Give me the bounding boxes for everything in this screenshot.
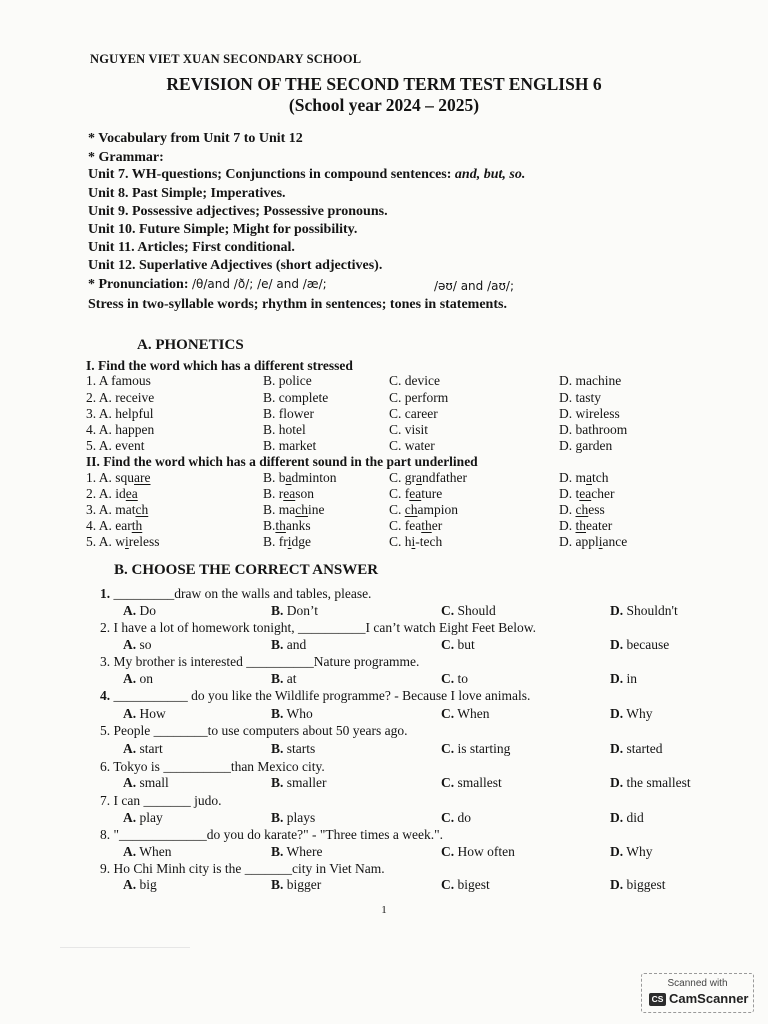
- question-text: [100, 723, 407, 739]
- option-letter: A.: [123, 775, 137, 790]
- option-text: smallest: [454, 775, 502, 790]
- question-body: 3. My brother is interested __________Nature programme.: [100, 654, 420, 669]
- option-prefix: C. f: [389, 486, 410, 501]
- option-prefix: 4. A. ear: [86, 518, 132, 533]
- question-body: _________draw on the walls and tables, please.: [110, 586, 372, 601]
- question-body: 9. Ho Chi Minh city is the _______city in Viet Nam.: [100, 861, 385, 876]
- answer-option: [441, 603, 496, 619]
- divider: [60, 947, 190, 948]
- option-text: so: [136, 637, 152, 652]
- option-text: start: [136, 741, 163, 756]
- answer-option: [610, 877, 666, 893]
- answer-option: [271, 603, 318, 619]
- option-letter: B.: [271, 877, 284, 892]
- answer-option: [123, 844, 172, 860]
- option-letter: A.: [123, 810, 137, 825]
- syllabus-grammar: * Grammar:: [88, 150, 164, 165]
- option-letter: B.: [271, 810, 284, 825]
- part2-option: [86, 502, 148, 518]
- option-suffix: cher: [591, 486, 615, 501]
- option-letter: A.: [123, 877, 137, 892]
- option-letter: B.: [271, 671, 284, 686]
- option-letter: D.: [610, 741, 624, 756]
- syllabus-pronunciation: [88, 277, 327, 293]
- option-text: Shouldn't: [623, 603, 678, 618]
- part2-option: [263, 518, 311, 534]
- question-body: 8. "_____________do you do karate?" - "Three times a week.".: [100, 827, 443, 842]
- answer-option: [123, 775, 169, 791]
- option-text: Why: [623, 706, 653, 721]
- scanned-with-label: Scanned with: [667, 978, 728, 989]
- answer-option: [441, 810, 471, 826]
- underlined-part: a: [416, 470, 422, 485]
- school-name: NGUYEN VIET XUAN SECONDARY SCHOOL: [90, 52, 362, 66]
- option-letter: B.: [271, 844, 284, 859]
- underlined-part: i: [598, 534, 603, 549]
- part1-row: [0, 422, 768, 438]
- option-letter: C.: [441, 810, 455, 825]
- option-letter: D.: [610, 775, 624, 790]
- part1-option: 4. A. happen: [86, 422, 155, 437]
- answer-option: [610, 810, 644, 826]
- part1-option: D. machine: [559, 373, 622, 388]
- answer-option: [271, 637, 306, 653]
- answer-option: [123, 877, 157, 893]
- option-text: do: [454, 810, 471, 825]
- option-letter: C.: [441, 877, 455, 892]
- part1-row: [0, 390, 768, 406]
- question-text: [100, 688, 530, 704]
- underlined-part: th: [131, 518, 143, 533]
- option-suffix: dge: [291, 534, 312, 549]
- underlined-part: ch: [295, 502, 308, 517]
- part2-row: [0, 518, 768, 534]
- section-b-title: B. CHOOSE THE CORRECT ANSWER: [114, 562, 379, 578]
- question-number: 1.: [100, 586, 111, 601]
- option-letter: A.: [123, 671, 137, 686]
- pronunciation-sounds: /θ/and /ð/; /e/ and /æ/;: [191, 277, 327, 291]
- question-body: ___________ do you like the Wildlife programme? - Because I love animals.: [110, 688, 531, 703]
- part1-option: C. water: [389, 438, 435, 453]
- option-prefix: B.: [263, 518, 276, 533]
- underlined-part: i: [125, 534, 129, 549]
- part1-option: D. garden: [559, 438, 613, 453]
- question-body: 6. Tokyo is __________than Mexico city.: [100, 759, 325, 774]
- part1-option: D. bathroom: [559, 422, 628, 437]
- option-text: bigger: [283, 877, 322, 892]
- option-text: Why: [623, 844, 653, 859]
- question-number: 4.: [100, 688, 111, 703]
- option-text: play: [136, 810, 163, 825]
- answer-option: [123, 810, 163, 826]
- part1-option: C. visit: [389, 422, 429, 437]
- option-prefix: B. ma: [263, 502, 296, 517]
- section-a-title: A. PHONETICS: [137, 337, 244, 353]
- option-text: Do: [136, 603, 156, 618]
- underlined-part: th: [275, 518, 286, 533]
- document-title: REVISION OF THE SECOND TERM TEST ENGLISH 6: [166, 74, 602, 94]
- option-suffix: anks: [285, 518, 311, 533]
- part1-option: B. hotel: [263, 422, 306, 437]
- option-text: the smallest: [623, 775, 691, 790]
- part1-option: D. wireless: [559, 406, 620, 421]
- answer-option: [271, 671, 297, 687]
- underlined-part: i: [411, 534, 416, 549]
- option-text: starts: [283, 741, 316, 756]
- option-prefix: C. fea: [389, 518, 422, 533]
- option-prefix: D. t: [559, 486, 580, 501]
- option-suffix: son: [295, 486, 314, 501]
- part1-option: 1. A famous: [86, 373, 151, 388]
- option-text: to: [454, 671, 469, 686]
- part1-option: C. device: [389, 373, 440, 388]
- part1-option: C. perform: [389, 390, 449, 405]
- answer-option: [610, 637, 669, 653]
- option-text: did: [623, 810, 644, 825]
- pronunciation-sounds-2: /əʊ/ and /aʊ/;: [434, 279, 514, 293]
- answer-option: [271, 810, 315, 826]
- option-letter: D.: [610, 844, 624, 859]
- option-text: When: [454, 706, 490, 721]
- option-prefix: 2. A. id: [86, 486, 126, 501]
- underlined-part: ea: [409, 486, 422, 501]
- option-letter: D.: [610, 603, 624, 618]
- part1-row: [0, 373, 768, 389]
- underlined-part: th: [421, 518, 432, 533]
- part2-option: [263, 534, 311, 550]
- option-suffix: ine: [308, 502, 325, 517]
- unit7-conjunctions: and, but, so.: [454, 167, 526, 182]
- option-suffix: tch: [592, 470, 609, 485]
- part2-option: [86, 470, 151, 486]
- part2-option: [389, 502, 458, 518]
- underlined-part: ea: [579, 486, 592, 501]
- part2-option: [559, 534, 627, 550]
- answer-option: [610, 775, 691, 791]
- syllabus-unit11: Unit 11. Articles; First conditional.: [88, 240, 295, 255]
- option-suffix: -tech: [415, 534, 443, 549]
- part1-option: B. flower: [263, 406, 314, 421]
- syllabus-vocabulary: * Vocabulary from Unit 7 to Unit 12: [88, 131, 303, 146]
- part2-option: [263, 502, 325, 518]
- answer-option: [123, 637, 152, 653]
- underlined-part: i: [287, 534, 292, 549]
- syllabus-stress: Stress in two-syllable words; rhythm in sentences; tones in statements.: [88, 297, 507, 312]
- option-prefix: D.: [559, 518, 576, 533]
- question-text: [100, 586, 371, 602]
- option-text: How: [136, 706, 166, 721]
- option-letter: B.: [271, 706, 284, 721]
- option-prefix: C. h: [389, 534, 412, 549]
- answer-option: [271, 706, 313, 722]
- option-text: smaller: [283, 775, 327, 790]
- unit7-text: Unit 7. WH-questions; Conjunctions in compound sentences:: [88, 167, 452, 182]
- part1-option: 5. A. event: [86, 438, 145, 453]
- option-letter: B.: [271, 741, 284, 756]
- option-text: biggest: [623, 877, 666, 892]
- option-text: but: [454, 637, 475, 652]
- camscanner-logo-icon: CS: [649, 993, 666, 1006]
- option-letter: A.: [123, 637, 137, 652]
- option-text: Should: [454, 603, 496, 618]
- answer-option: [441, 775, 502, 791]
- answer-option: [610, 706, 653, 722]
- answer-option: [610, 671, 637, 687]
- option-prefix: 5. A. w: [86, 534, 126, 549]
- part1-option: D. tasty: [559, 390, 601, 405]
- option-letter: A.: [123, 706, 137, 721]
- underlined-part: a: [285, 470, 292, 485]
- part1-title: I. Find the word which has a different stressed: [86, 358, 353, 373]
- option-letter: D.: [610, 877, 624, 892]
- school-year: (School year 2024 – 2025): [288, 95, 480, 115]
- question-text: [100, 793, 221, 809]
- part2-option: [263, 470, 337, 486]
- part2-row: [0, 486, 768, 502]
- option-prefix: B. fr: [263, 534, 288, 549]
- part2-row: [0, 470, 768, 486]
- camscanner-watermark: [641, 973, 754, 1013]
- option-prefix: D. appl: [559, 534, 599, 549]
- syllabus-unit12: Unit 12. Superlative Adjectives (short adjectives).: [88, 258, 383, 273]
- option-prefix: B. b: [263, 470, 286, 485]
- option-letter: D.: [610, 671, 624, 686]
- pronunciation-label: * Pronunciation:: [88, 277, 189, 292]
- option-text: When: [136, 844, 172, 859]
- option-prefix: 3. A. mat: [86, 502, 136, 517]
- option-suffix: ampion: [417, 502, 459, 517]
- option-prefix: D. m: [559, 470, 586, 485]
- syllabus-unit9: Unit 9. Possessive adjectives; Possessive pronouns.: [88, 204, 388, 219]
- part2-row: [0, 534, 768, 550]
- option-suffix: er: [431, 518, 443, 533]
- answer-option: [271, 844, 323, 860]
- syllabus-unit10: Unit 10. Future Simple; Might for possibility.: [88, 222, 358, 237]
- answer-option: [123, 741, 163, 757]
- option-prefix: D.: [559, 502, 576, 517]
- answer-option: [441, 706, 490, 722]
- camscanner-name: CamScanner: [669, 991, 749, 1006]
- option-text: plays: [283, 810, 316, 825]
- underlined-part: are: [134, 470, 151, 485]
- answer-option: [441, 741, 510, 757]
- option-prefix: 1. A. squ: [86, 470, 135, 485]
- part2-title: II. Find the word which has a different sound in the part underlined: [86, 454, 478, 469]
- underlined-part: ea: [125, 486, 138, 501]
- option-suffix: dminton: [291, 470, 337, 485]
- question-body: 2. I have a lot of homework tonight, __________I can’t watch Eight Feet Below.: [100, 620, 537, 635]
- part2-option: [559, 486, 614, 502]
- option-letter: A.: [123, 844, 137, 859]
- option-letter: C.: [441, 706, 455, 721]
- option-letter: C.: [441, 775, 455, 790]
- option-text: How often: [454, 844, 515, 859]
- answer-option: [271, 741, 315, 757]
- option-suffix: ndfather: [422, 470, 467, 485]
- option-text: is starting: [454, 741, 511, 756]
- option-letter: B.: [271, 637, 284, 652]
- option-letter: A.: [123, 603, 137, 618]
- part1-option: B. complete: [263, 390, 329, 405]
- part2-option: [559, 470, 609, 486]
- question-body: 7. I can _______ judo.: [100, 793, 222, 808]
- option-suffix: ess: [588, 502, 605, 517]
- part1-option: B. police: [263, 373, 312, 388]
- part1-row: [0, 438, 768, 454]
- question-text: [100, 654, 419, 670]
- answer-option: [441, 844, 515, 860]
- answer-option: [441, 877, 490, 893]
- answer-option: [123, 671, 153, 687]
- answer-option: [441, 637, 475, 653]
- option-text: Who: [283, 706, 313, 721]
- answer-option: [610, 603, 678, 619]
- part2-option: [263, 486, 314, 502]
- option-letter: C.: [441, 844, 455, 859]
- option-letter: D.: [610, 810, 624, 825]
- option-text: Don’t: [283, 603, 319, 618]
- option-letter: B.: [271, 603, 284, 618]
- underlined-part: ea: [283, 486, 296, 501]
- option-letter: C.: [441, 603, 455, 618]
- question-text: [100, 620, 536, 636]
- option-prefix: B. r: [263, 486, 284, 501]
- answer-option: [441, 671, 468, 687]
- option-prefix: C.: [389, 502, 405, 517]
- part2-option: [86, 534, 160, 550]
- option-letter: D.: [610, 706, 624, 721]
- part1-option: B. market: [263, 438, 317, 453]
- part2-option: [86, 486, 138, 502]
- answer-option: [123, 706, 166, 722]
- syllabus-unit7: [88, 167, 525, 183]
- syllabus-unit8: Unit 8. Past Simple; Imperatives.: [88, 186, 286, 201]
- part2-option: [389, 534, 442, 550]
- option-letter: D.: [610, 637, 624, 652]
- part1-option: C. career: [389, 406, 438, 421]
- underlined-part: ch: [575, 502, 589, 517]
- option-text: Where: [283, 844, 323, 859]
- option-text: because: [623, 637, 670, 652]
- page-number: 1: [381, 904, 387, 916]
- question-text: [100, 759, 325, 775]
- option-text: in: [623, 671, 638, 686]
- option-letter: C.: [441, 671, 455, 686]
- part1-option: 2. A. receive: [86, 390, 155, 405]
- answer-option: [271, 877, 321, 893]
- answer-option: [271, 775, 327, 791]
- answer-option: [610, 844, 653, 860]
- option-suffix: reless: [128, 534, 160, 549]
- option-suffix: eater: [586, 518, 613, 533]
- part2-option: [559, 518, 612, 534]
- part2-option: [389, 470, 467, 486]
- option-letter: C.: [441, 741, 455, 756]
- option-letter: A.: [123, 741, 137, 756]
- part2-option: [389, 486, 442, 502]
- option-text: small: [136, 775, 169, 790]
- answer-option: [123, 603, 156, 619]
- question-text: [100, 827, 443, 843]
- option-text: on: [136, 671, 153, 686]
- underlined-part: th: [575, 518, 587, 533]
- part1-row: [0, 406, 768, 422]
- option-text: and: [283, 637, 307, 652]
- option-letter: C.: [441, 637, 455, 652]
- part2-option: [389, 518, 442, 534]
- answer-option: [610, 741, 663, 757]
- option-text: bigest: [454, 877, 490, 892]
- option-prefix: C. gr: [389, 470, 416, 485]
- question-body: 5. People ________to use computers about 50 years ago.: [100, 723, 408, 738]
- underlined-part: a: [586, 470, 592, 485]
- question-text: [100, 861, 385, 877]
- option-text: started: [623, 741, 663, 756]
- underlined-part: ch: [135, 502, 149, 517]
- underlined-part: ch: [404, 502, 418, 517]
- part2-option: [86, 518, 142, 534]
- option-suffix: ture: [421, 486, 443, 501]
- part2-option: [559, 502, 605, 518]
- part1-option: 3. A. helpful: [86, 406, 154, 421]
- option-text: at: [283, 671, 297, 686]
- option-text: big: [136, 877, 157, 892]
- option-suffix: ance: [602, 534, 628, 549]
- part2-row: [0, 502, 768, 518]
- option-letter: B.: [271, 775, 284, 790]
